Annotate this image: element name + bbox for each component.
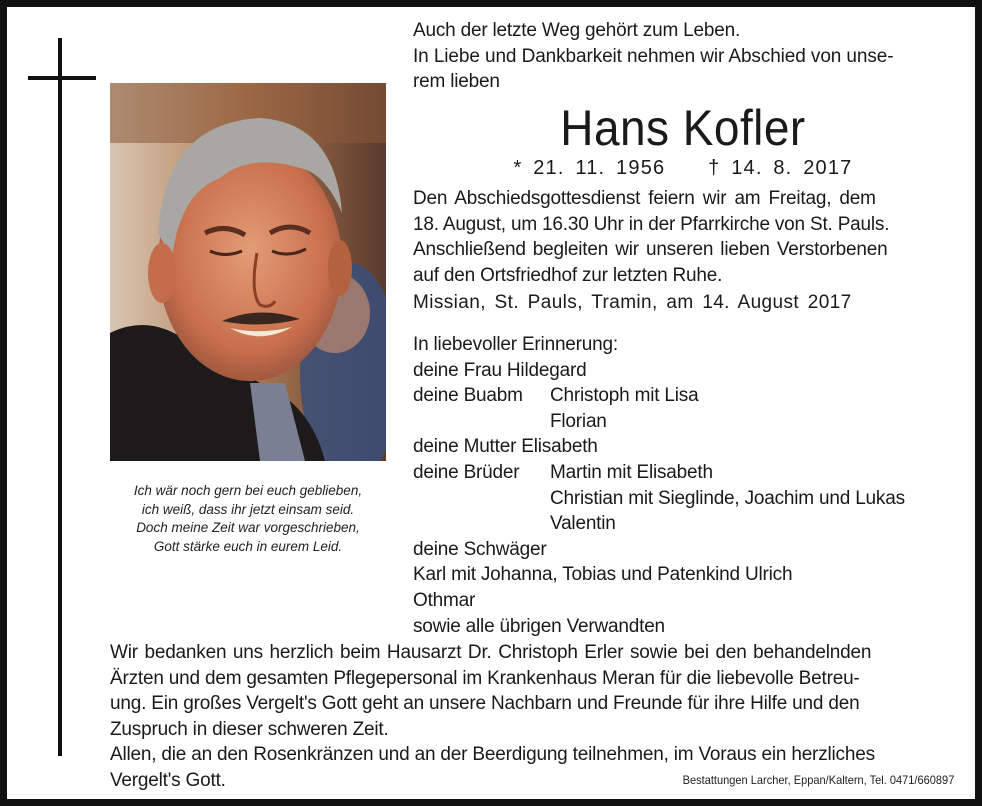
family-sons-row: [413, 409, 953, 435]
memorial-poem: [100, 482, 396, 556]
intro-line: In Liebe und Dankbarkeit nehmen wir Abschied von unse-: [413, 45, 894, 67]
poem-line: Gott stärke euch in eurem Leid.: [153, 538, 343, 554]
poem-line: Doch meine Zeit war vorgeschrieben,: [136, 520, 360, 535]
birth-date: * 21. 11. 1956: [513, 157, 666, 179]
family-heading: In liebevoller Erinnerung:: [413, 334, 618, 355]
family-list: [413, 332, 953, 639]
place-date-line: Missian, St. Pauls, Tramin, am 14. August 2017: [413, 292, 852, 313]
thanks-line: Zuspruch in dieser schweren Zeit.: [110, 718, 389, 740]
family-inlaws-label: deine Schwäger: [413, 538, 547, 560]
family-mother: deine Mutter Elisabeth: [413, 436, 598, 458]
family-brother: Valentin: [550, 513, 616, 535]
service-details: [413, 186, 953, 288]
service-line: Anschließend begleiten wir unseren lieben Verstorbenen: [413, 239, 888, 261]
place-and-date: [413, 290, 953, 316]
family-inlaw: Karl mit Johanna, Tobias und Patenkind Ulrich: [413, 564, 793, 586]
family-brothers-row: [413, 460, 953, 486]
family-brother: Martin mit Elisabeth: [550, 461, 713, 483]
thanks-line: ung. Ein großes Vergelt's Gott geht an unsere Nachbarn und Freunde für ihre Hilfe und den: [110, 693, 860, 715]
thanks-line: Allen, die an den Rosenkränzen und an der Beerdigung teilnehmen, im Voraus ein herzliches: [110, 744, 875, 766]
family-relatives: sowie alle übrigen Verwandten: [413, 615, 665, 637]
life-dates: [413, 157, 953, 180]
poem-line: Ich wär noch gern bei euch geblieben,: [133, 483, 363, 498]
funeral-home-credit: Bestattungen Larcher, Eppan/Kaltern, Tel. 0471/660897: [682, 773, 954, 787]
service-line: auf den Ortsfriedhof zur letzten Ruhe.: [413, 264, 723, 286]
cross-icon-bar: [28, 76, 96, 80]
thanks-text: [110, 640, 953, 794]
service-line: 18. August, um 16.30 Uhr in der Pfarrkirche von St. Pauls.: [413, 213, 890, 235]
family-brothers-row: [413, 486, 953, 512]
intro-line: Auch der letzte Weg gehört zum Leben.: [413, 20, 741, 41]
death-date: † 14. 8. 2017: [708, 157, 853, 179]
cross-icon: [58, 38, 62, 756]
intro-line: rem lieben: [413, 71, 500, 93]
family-son: Christoph mit Lisa: [550, 385, 699, 407]
family-inlaw: Othmar: [413, 589, 476, 611]
family-son: Florian: [550, 410, 607, 432]
thanks-line: Ärzten und dem gesamten Pflegepersonal im Krankenhaus Meran für die liebevolle Betreu-: [110, 667, 860, 689]
family-brothers-label: deine Brüder: [413, 461, 520, 483]
poem-line: ich weiß, dass ihr jetzt einsam seid.: [141, 501, 355, 517]
thanks-line: Wir bedanken uns herzlich beim Hausarzt Dr. Christoph Erler sowie bei den behandelnden: [110, 642, 872, 663]
portrait-photo: [110, 83, 386, 461]
deceased-name: Hans Kofler: [560, 100, 806, 156]
family-sons-label: deine Buabm: [413, 385, 523, 407]
family-brother: Christian mit Sieglinde, Joachim und Lukas: [550, 487, 905, 509]
service-line: Den Abschiedsgottesdienst feiern wir am Freitag, dem: [413, 188, 876, 209]
family-wife: deine Frau Hildegard: [413, 359, 587, 381]
family-sons-row: [413, 383, 953, 409]
family-brothers-row: [413, 511, 953, 537]
thanks-line: Vergelt's Gott.: [110, 769, 226, 791]
intro-text: [413, 18, 953, 95]
